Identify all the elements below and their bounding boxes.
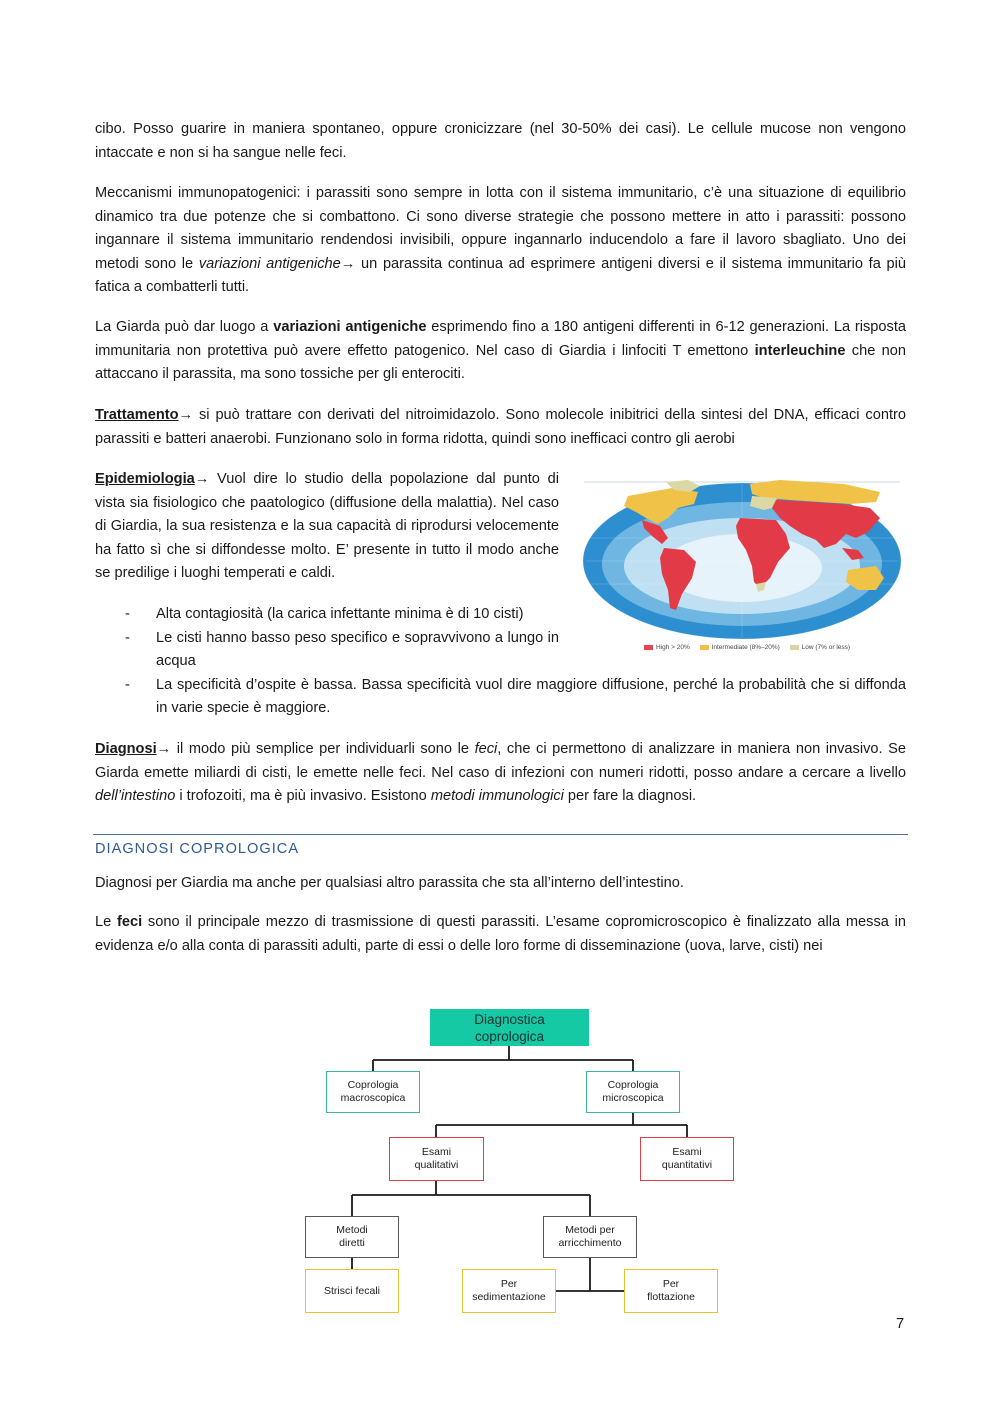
bullet-dash: - — [125, 676, 130, 693]
paragraph-immunopathogenic — [95, 182, 906, 300]
text-run: sono il principale mezzo di trasmissione di questi parassiti. L’esame copromicroscopico è finalizzato alla messa in evidenza e/o alla conta di parassiti adulti, parte di essi o delle loro forme di disseminazione (uova, larve, cisti) nei — [95, 914, 906, 954]
section-divider — [93, 834, 908, 835]
bullet-text: Le cisti hanno basso peso specifico e sopravvivono a lungo in acqua — [156, 629, 559, 669]
paragraph-coprological-intro: Diagnosi per Giardia ma anche per qualsiasi altro parassita che sta all’interno dell’intestino. — [95, 875, 684, 891]
paragraph-intro: cibo. Posso guarire in maniera spontaneo, oppure cronicizzare (nel 30-50% dei casi). Le cellule mucose non vengono intaccate e non si ha sangue nelle feci. — [95, 121, 906, 161]
text-run: esprimendo fino a 180 antigeni differenti in 6-12 generazioni. La risposta immunitaria non protettiva può avere effetto patogenico. Nel caso di Giardia i linfociti T emettono — [95, 319, 906, 359]
flow-enrichment-box — [543, 1216, 637, 1258]
flow-macroscopic-label: Coprologia macroscopica — [340, 1079, 406, 1104]
paragraph-diagnosis — [95, 738, 906, 809]
paragraph-giarda-variations — [95, 316, 906, 387]
text-run: per fare la diagnosi. — [563, 788, 697, 804]
page-number: 7 — [896, 1316, 905, 1332]
flow-direct-methods-box — [305, 1216, 399, 1258]
text-run: La Giarda può dar luogo a — [95, 319, 274, 335]
term-italic: metodi immunologici — [430, 788, 564, 804]
flow-quantitative-box — [640, 1137, 734, 1181]
term-italic: feci — [474, 741, 498, 757]
legend-label-low: Low (7% or less) — [801, 644, 851, 651]
flow-microscopic-box — [586, 1071, 680, 1113]
legend-label-high: High > 20% — [655, 644, 690, 651]
flow-macroscopic-box — [326, 1071, 420, 1113]
flow-fecal-smears-label: Strisci fecali — [323, 1284, 380, 1297]
text-run: che non attaccano il parassita, ma sono tossiche per gli enterociti. — [95, 342, 906, 382]
list-item — [95, 627, 559, 674]
flow-enrichment-label: Metodi per arricchimento — [558, 1224, 622, 1249]
term-bold: variazioni antigeniche — [273, 319, 427, 335]
text-run: → si può trattare con derivati del nitroimidazolo. Sono molecole inibitrici della sintesi del DNA, efficaci contro parassiti e batteri anaerobi. Funzionano solo in forma ridotta, quindi sono inefficaci contro gli aerobi — [95, 407, 906, 447]
term-antigenic-variations: variazioni antigeniche — [198, 255, 341, 272]
label-treatment: Trattamento — [95, 407, 179, 423]
text-run: → Vuol dire lo studio della popolazione dal punto di vista sia fisiologico che paatologico (diffusione della malattia). Nel caso di Giardia, la sua resistenza e la sua capacità di riprodursi velocemente ha fatto sì che si diffondesse molto. E’ presente in tutto il modo anche se predilige i luoghi temperati e caldi. — [95, 471, 559, 581]
bullet-text: Alta contagiosità (la carica infettante minima è di 10 cisti) — [156, 606, 524, 622]
bullet-dash: - — [125, 606, 130, 622]
flow-root-label: Diagnostica coprologica — [474, 1011, 545, 1044]
term-interleukins: interleuchine — [754, 342, 846, 359]
list-item — [95, 603, 559, 627]
flow-flotation-label: Per flottazione — [647, 1278, 695, 1303]
bullet-dash: - — [125, 629, 130, 646]
flow-quantitative-label: Esami quantitativi — [661, 1146, 713, 1171]
coprological-diagnosis-flowchart — [300, 1005, 740, 1320]
term-italic: dell’intestino — [95, 788, 176, 804]
legend-label-intermediate: Intermediate (8%–20%) — [711, 644, 780, 651]
section-title: DIAGNOSI COPROLOGICA — [95, 841, 300, 857]
bullet-text: La specificità d’ospite è bassa. Bassa specificità vuol dire maggiore diffusione, perché la probabilità che si diffonda in varie specie è maggiore. — [156, 676, 906, 716]
text-run: Le — [95, 914, 117, 930]
paragraph-treatment — [95, 404, 906, 451]
paragraph-feces — [95, 911, 906, 958]
text-run: Meccanismi immunopatogenici: i parassiti sono sempre in lotta con il sistema immunitario, c’è una situazione di equilibrio dinamico tra due potenze che si combattono. Ci sono diverse strategie che possono mettere in atto i parassiti: possono ingannare il sistema immunitario rendendosi invisibili, oppure ingannarlo inducendolo a fare il lavoro sbagliato. Uno dei metodi sono le — [95, 185, 906, 272]
text-run: , che ci permettono di analizzare in maniera non invasivo. Se Giarda emette miliardi di cisti, le emette nelle feci. Nel caso di infezioni con numeri ridotti, posso andare a cercare a livello — [95, 741, 906, 781]
flow-sedimentation-label: Per sedimentazione — [472, 1278, 546, 1303]
flow-qualitative-box — [389, 1137, 484, 1181]
flow-root-box — [430, 1009, 589, 1046]
term-bold: feci — [117, 914, 143, 930]
bullet-list — [95, 603, 906, 721]
flow-microscopic-label: Coprologia microscopica — [602, 1079, 664, 1104]
flow-fecal-smears-box — [305, 1269, 399, 1313]
label-diagnosis: Diagnosi — [95, 741, 157, 757]
paragraph-epidemiology — [95, 468, 559, 586]
flow-sedimentation-box — [462, 1269, 556, 1313]
text-run: → un parassita continua ad esprimere antigeni diversi e il sistema immunitario fa più fatica a combatterli tutti. — [95, 255, 906, 295]
flow-flotation-box — [624, 1269, 718, 1313]
flow-direct-methods-label: Metodi diretti — [336, 1224, 368, 1249]
flow-qualitative-label: Esami qualitativi — [414, 1146, 459, 1171]
text-run: i trofozoiti, ma è più invasivo. Esistono — [175, 788, 431, 804]
text-run: → il modo più semplice per individuarli sono le — [156, 741, 475, 757]
list-item — [95, 674, 906, 721]
label-epidemiology: Epidemiologia — [95, 471, 195, 487]
